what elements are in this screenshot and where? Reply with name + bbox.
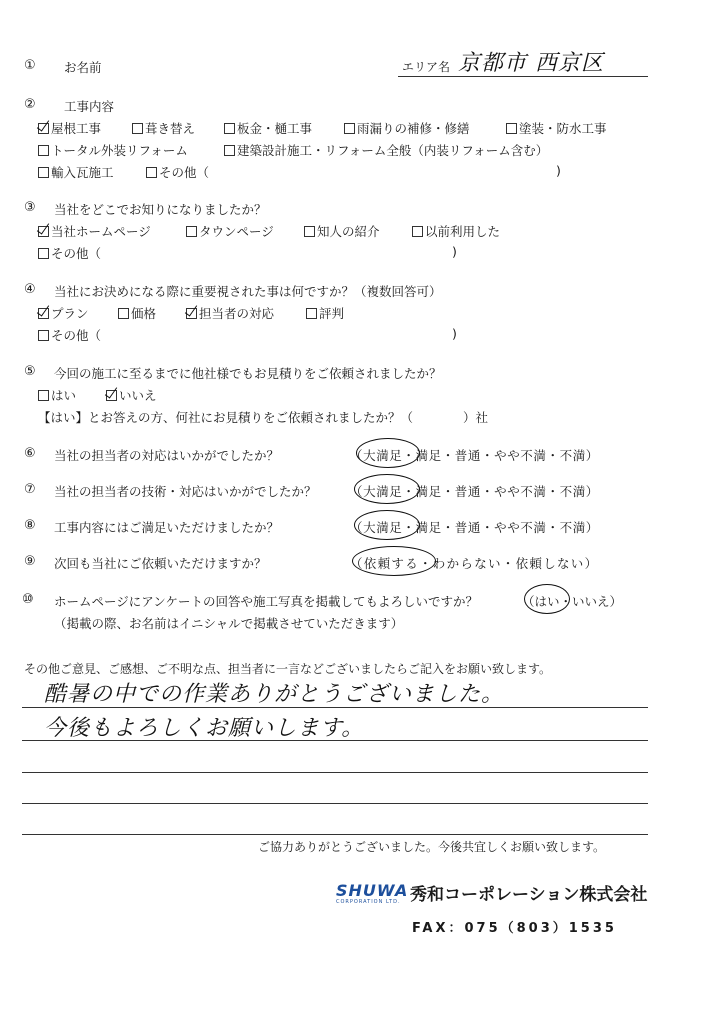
checkbox-checked-icon[interactable]: [38, 308, 49, 319]
q3-option-homepage[interactable]: 当社ホームページ: [38, 222, 151, 240]
answer-circle-mark: [354, 510, 420, 540]
checkbox-checked-icon[interactable]: [38, 226, 49, 237]
q3-label: 当社をどこでお知りになりましたか？: [54, 202, 267, 217]
company-name: 秀和コーポレーション株式会社: [410, 885, 648, 905]
answer-circle-mark: [354, 474, 420, 504]
checkbox-checked-icon[interactable]: [186, 308, 197, 319]
q6-scale[interactable]: （大満足・満足・普通・やや不満・不満）: [350, 448, 599, 463]
q4-other-close: ): [452, 326, 457, 341]
q5-option-yes[interactable]: はい: [38, 386, 76, 404]
checkbox-icon[interactable]: [146, 167, 157, 178]
q2-option-roof[interactable]: 屋根工事: [38, 119, 101, 137]
q5-number: ⑤: [24, 364, 36, 379]
q2-number: ②: [24, 97, 36, 112]
q7-label: 当社の担当者の技術・対応はいかがでしたか？: [54, 484, 317, 499]
footer-thanks: ご協力ありがとうございました。今後共宜しくお願い致します。: [258, 840, 606, 854]
checkbox-icon[interactable]: [506, 123, 517, 134]
q1-label: お名前: [64, 60, 102, 75]
checkbox-icon[interactable]: [344, 123, 355, 134]
q4-option-staff[interactable]: 担当者の対応: [186, 304, 274, 322]
checkbox-icon[interactable]: [38, 167, 49, 178]
checkbox-icon[interactable]: [38, 248, 49, 259]
checkbox-checked-icon[interactable]: [106, 390, 117, 401]
comment-rule: [22, 772, 648, 773]
comment-rule: [22, 834, 648, 835]
q10-number: ⑩: [22, 592, 34, 607]
fax-number: FAX：075（803）1535: [412, 921, 617, 936]
q3-option-other[interactable]: その他（: [38, 244, 101, 262]
checkbox-icon[interactable]: [224, 145, 235, 156]
q4-number: ④: [24, 282, 36, 297]
comment-line-1-handwritten[interactable]: 酷暑の中での作業ありがとうございました。: [44, 682, 505, 707]
q2-option-reroof[interactable]: 葺き替え: [132, 119, 195, 137]
checkbox-icon[interactable]: [306, 308, 317, 319]
q2-option-sheetmetal[interactable]: 板金・樋工事: [224, 119, 312, 137]
q6-number: ⑥: [24, 446, 36, 461]
shuwa-logo-subtext: CORPORATION LTD.: [336, 899, 401, 905]
q7-scale[interactable]: （大満足・満足・普通・やや不満・不満）: [350, 484, 599, 499]
q3-number: ③: [24, 200, 36, 215]
area-value-handwritten[interactable]: 京都市 西京区: [458, 51, 604, 76]
q6-label: 当社の担当者の対応はいかがでしたか？: [54, 448, 280, 463]
checkbox-icon[interactable]: [38, 390, 49, 401]
shuwa-logo: SHUWA: [336, 881, 409, 900]
checkbox-checked-icon[interactable]: [38, 123, 49, 134]
q10-scale[interactable]: （はい・いいえ）: [522, 594, 623, 609]
checkbox-icon[interactable]: [304, 226, 315, 237]
q4-option-price[interactable]: 価格: [118, 304, 156, 322]
q5-option-no[interactable]: いいえ: [106, 386, 157, 404]
comment-rule: [22, 740, 648, 741]
q9-label: 次回も当社にご依頼いただけますか？: [54, 556, 267, 571]
area-underline: [398, 76, 648, 77]
q4-option-plan[interactable]: プラン: [38, 304, 89, 322]
q8-number: ⑧: [24, 518, 36, 533]
q4-option-other[interactable]: その他（: [38, 326, 101, 344]
q2-option-other[interactable]: その他（: [146, 163, 209, 181]
q10-label: ホームページにアンケートの回答や施工写真を掲載してもよろしいですか？: [54, 594, 479, 609]
checkbox-icon[interactable]: [118, 308, 129, 319]
q2-label: 工事内容: [64, 99, 115, 114]
comment-rule: [22, 707, 648, 708]
q4-label: 当社にお決めになる際に重要視された事は何ですか？（複数回答可）: [54, 284, 442, 299]
q3-option-referral[interactable]: 知人の紹介: [304, 222, 380, 240]
q7-number: ⑦: [24, 482, 36, 497]
q8-scale[interactable]: （大満足・満足・普通・やや不満・不満）: [350, 520, 599, 535]
q9-scale[interactable]: （依頼する・わからない・依頼しない）: [350, 556, 599, 571]
q4-option-reputation[interactable]: 評判: [306, 304, 344, 322]
q3-option-townpage[interactable]: タウンページ: [186, 222, 274, 240]
answer-circle-mark: [524, 584, 570, 614]
q2-option-leak-repair[interactable]: 雨漏りの補修・修繕: [344, 119, 470, 137]
answer-circle-mark: [352, 546, 436, 576]
answer-circle-mark: [356, 438, 420, 468]
checkbox-icon[interactable]: [38, 330, 49, 341]
q3-other-close: ): [452, 244, 457, 259]
checkbox-icon[interactable]: [412, 226, 423, 237]
comment-line-2-handwritten[interactable]: 今後もよろしくお願いします。: [44, 716, 365, 741]
q2-option-total-exterior[interactable]: トータル外装リフォーム: [38, 141, 188, 159]
checkbox-icon[interactable]: [186, 226, 197, 237]
q5-label: 今回の施工に至るまでに他社様でもお見積りをご依頼されましたか？: [54, 366, 442, 381]
q10-note: （掲載の際、お名前はイニシャルで掲載させていただきます）: [54, 616, 404, 631]
q9-number: ⑨: [24, 554, 36, 569]
q8-label: 工事内容にはご満足いただけましたか？: [54, 520, 280, 535]
comments-prompt: その他ご意見、ご感想、ご不明な点、担当者に一言などございましたらご記入をお願い致します。: [24, 662, 552, 676]
comment-rule: [22, 803, 648, 804]
q2-option-painting[interactable]: 塗装・防水工事: [506, 119, 607, 137]
q2-option-import-tile[interactable]: 輸入瓦施工: [38, 163, 114, 181]
q2-option-architecture[interactable]: 建築設計施工・リフォーム全般（内装リフォーム含む）: [224, 141, 548, 159]
q5-followup: 【はい】とお答えの方、何社にお見積りをご依頼されましたか？（ ）社: [38, 410, 489, 425]
checkbox-icon[interactable]: [132, 123, 143, 134]
checkbox-icon[interactable]: [38, 145, 49, 156]
area-label: エリア名: [402, 60, 451, 74]
q3-option-previous[interactable]: 以前利用した: [412, 222, 500, 240]
q1-number: ①: [24, 58, 36, 73]
checkbox-icon[interactable]: [224, 123, 235, 134]
q2-other-close: ): [556, 163, 561, 178]
